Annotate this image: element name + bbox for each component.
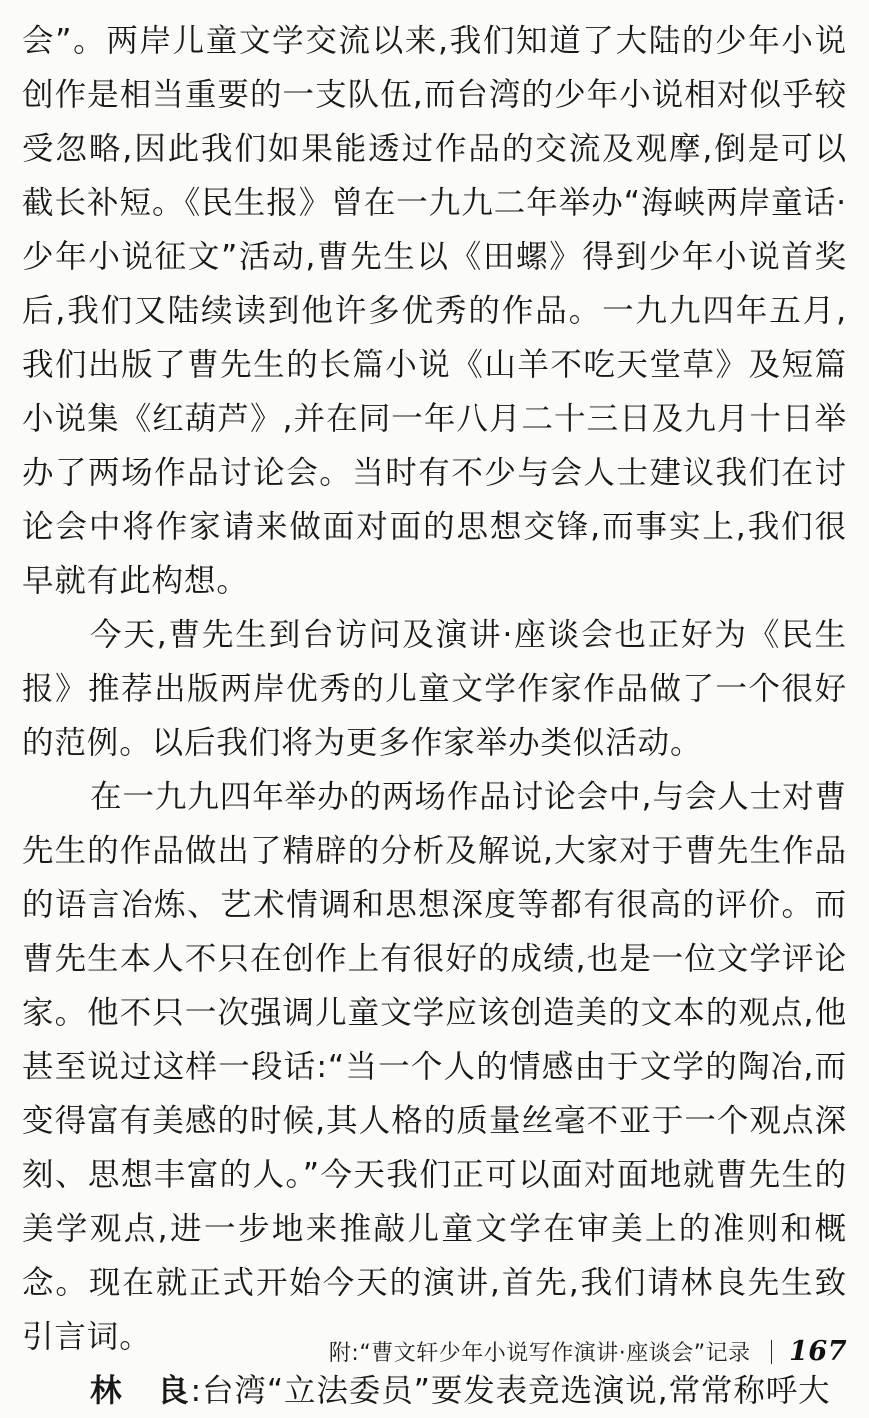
paragraph-1: 会”。两岸儿童文学交流以来,我们知道了大陆的少年小说创作是相当重要的一支队伍,而台湾的少年小说相对似乎较受忽略,因此我们如果能透过作品的交流及观摩,倒是可以截长补短。《民生报》曾在一九九二年举办“海峡两岸童话·少年小说征文”活动,曹先生以《田螺》得到少年小说首奖后,我们又陆续读到他许多优秀的作品。一九九四年五月,我们出版了曹先生的长篇小说《山羊不吃天堂草》及短篇小说集《红葫芦》,并在同一年八月二十三日及九月十日举办了两场作品讨论会。当时有不少与会人士建议我们在讨论会中将作家请来做面对面的思想交锋,而事实上,我们很早就有此构想。 — [22, 23, 847, 599]
body-text-column — [22, 14, 847, 1418]
speaker-speech-text: 台湾“立法委员”要发表竞选演说,常常称呼大 — [202, 1373, 831, 1409]
speaker-separator: : — [190, 1373, 203, 1409]
page-number: 167 — [789, 1336, 847, 1367]
paragraph-2: 今天,曹先生到台访问及演讲·座谈会也正好为《民生报》推荐出版两岸优秀的儿童文学作家作品做了一个很好的范例。以后我们将为更多作家举办类似活动。 — [22, 617, 847, 761]
page-footer — [0, 1336, 847, 1367]
footer-caption: 附:“曹文轩少年小说写作演讲·座谈会”记录 — [328, 1341, 751, 1366]
paragraph-3: 在一九九四年举办的两场作品讨论会中,与会人士对曹先生的作品做出了精辟的分析及解说,大家对于曹先生作品的语言冶炼、艺术情调和思想深度等都有很高的评价。而曹先生本人不只在创作上有很好的成绩,也是一位文学评论家。他不只一次强调儿童文学应该创造美的文本的观点,他甚至说过这样一段话:“当一个人的情感由于文学的陶冶,而变得富有美感的时候,其人格的质量丝毫不亚于一个观点深刻、思想丰富的人。”今天我们正可以面对面地就曹先生的美学观点,进一步地来推敲儿童文学在审美上的准则和概念。现在就正式开始今天的演讲,首先,我们请林良先生致引言词。 — [22, 779, 847, 1355]
speaker-paragraph — [22, 1364, 847, 1418]
speaker-name: 林 良 — [90, 1373, 191, 1409]
footer-divider — [771, 1340, 773, 1364]
